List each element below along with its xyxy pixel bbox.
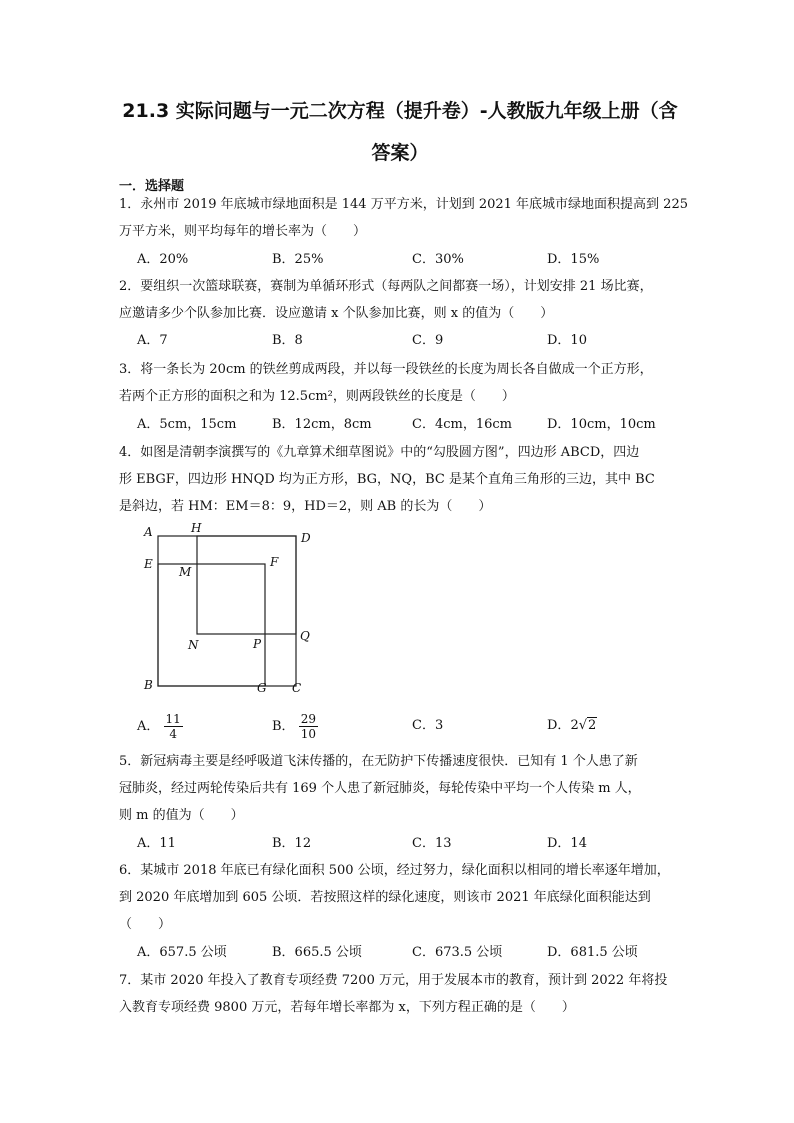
question-6-line-2: 到 2020 年底增加到 605 公顷．若按照这样的绿化速度，则该市 2021 年底绿化面积能达到 bbox=[119, 890, 651, 905]
square-hnqd bbox=[197, 536, 296, 634]
label-p: P bbox=[253, 637, 262, 651]
label-h: H bbox=[191, 521, 202, 535]
option-b: B．12cm，8cm bbox=[272, 417, 372, 432]
option-a: A．7 bbox=[137, 333, 168, 348]
question-5-options bbox=[137, 832, 697, 852]
label-e: E bbox=[144, 557, 153, 571]
square-ebgf bbox=[158, 564, 265, 686]
option-b: B．25% bbox=[272, 252, 324, 267]
option-b-label: B． bbox=[272, 719, 295, 734]
question-5-line-1: 5．新冠病毒主要是经呼吸道飞沫传播的，在无防护下传播速度很快．已知有 1 个人患了新 bbox=[119, 754, 638, 769]
question-4-line-2: 形 EBGF，四边形 HNQD 均为正方形，BG，NQ，BC 是某个直角三角形的三边，其中 BC bbox=[119, 472, 655, 487]
question-4-line-1: 4．如图是清朝李演撰写的《九章算术细草图说》中的“勾股圆方图”，四边形 ABCD，四边 bbox=[119, 445, 640, 460]
fraction-29-10 bbox=[299, 712, 318, 741]
option-d: D．681.5 公顷 bbox=[547, 945, 638, 960]
option-a bbox=[137, 712, 183, 741]
label-b: B bbox=[144, 678, 153, 692]
option-a: A．657.5 公顷 bbox=[137, 945, 227, 960]
option-a: A．20% bbox=[137, 252, 189, 267]
page-title-continued: 答案） bbox=[371, 142, 429, 164]
page-title: 21.3 实际问题与一元二次方程（提升卷）-人教版九年级上册（含 bbox=[122, 100, 678, 122]
option-c: C．3 bbox=[412, 718, 444, 733]
question-1-line-2: 万平方米，则平均每年的增长率为（ ） bbox=[119, 224, 367, 239]
label-g: G bbox=[257, 681, 267, 695]
question-2-line-1: 2．要组织一次篮球联赛，赛制为单循环形式（每两队之间都赛一场），计划安排 21 场比赛， bbox=[119, 279, 653, 294]
question-5-line-3: 则 m 的值为（ ） bbox=[119, 808, 244, 823]
label-q: Q bbox=[300, 629, 310, 643]
question-6-options bbox=[137, 941, 697, 961]
sqrt-icon: √ bbox=[578, 718, 588, 733]
option-d-label: D． bbox=[547, 718, 571, 733]
section-heading: 一．选择题 bbox=[119, 179, 185, 194]
fraction-denominator: 10 bbox=[300, 727, 316, 741]
label-f: F bbox=[270, 555, 279, 569]
question-2-options bbox=[137, 329, 697, 349]
option-a: A．11 bbox=[137, 836, 176, 851]
question-5-line-2: 冠肺炎，经过两轮传染后共有 169 个人患了新冠肺炎，每轮传染中平均一个人传染 m 人， bbox=[119, 781, 641, 796]
option-d: D．10 bbox=[547, 333, 587, 348]
question-3-line-2: 若两个正方形的面积之和为 12.5cm²，则两段铁丝的长度是（ ） bbox=[119, 389, 515, 404]
question-7-line-1: 7．某市 2020 年投入了教育专项经费 7200 万元，用于发展本市的教育，预计到 2022 年将投 bbox=[119, 973, 668, 988]
fraction-denominator: 4 bbox=[169, 727, 177, 741]
gougu-square-diagram bbox=[140, 520, 320, 698]
question-3-options bbox=[137, 413, 697, 433]
option-c: C．673.5 公顷 bbox=[412, 945, 503, 960]
option-b: B．12 bbox=[272, 836, 312, 851]
radicand: 2 bbox=[588, 718, 597, 733]
diagram-svg bbox=[140, 520, 320, 698]
option-a-label: A． bbox=[137, 719, 160, 734]
question-1-options bbox=[137, 248, 697, 268]
question-4-line-3: 是斜边，若 HM：EM＝8：9，HD＝2，则 AB 的长为（ ） bbox=[119, 499, 492, 514]
label-m: M bbox=[179, 565, 192, 579]
question-6-line-1: 6．某城市 2018 年底已有绿化面积 500 公顷，经过努力，绿化面积以相同的增长率逐年增加， bbox=[119, 863, 670, 878]
label-d: D bbox=[301, 531, 311, 545]
question-3-line-1: 3．将一条长为 20cm 的铁丝剪成两段，并以每一段铁丝的长度为周长各自做成一个正方形， bbox=[119, 362, 653, 377]
option-b: B．665.5 公顷 bbox=[272, 945, 362, 960]
option-c: C．13 bbox=[412, 836, 452, 851]
option-c: C．30% bbox=[412, 252, 464, 267]
label-c: C bbox=[292, 681, 302, 695]
option-b: B．8 bbox=[272, 333, 303, 348]
question-6-line-3: （ ） bbox=[119, 917, 172, 932]
label-n: N bbox=[188, 638, 199, 652]
option-d: D．14 bbox=[547, 836, 587, 851]
option-c: C．4cm，16cm bbox=[412, 417, 512, 432]
option-d: D．10cm，10cm bbox=[547, 417, 656, 432]
option-a: A．5cm，15cm bbox=[137, 417, 237, 432]
option-b bbox=[272, 712, 318, 741]
option-c: C．9 bbox=[412, 333, 444, 348]
question-1-line-1: 1．永州市 2019 年底城市绿地面积是 144 万平方米，计划到 2021 年底城市绿地面积提高到 225 bbox=[119, 197, 688, 212]
option-d bbox=[547, 714, 597, 733]
question-4-options bbox=[137, 706, 697, 740]
fraction-numerator: 29 bbox=[300, 712, 316, 726]
question-7-line-2: 入教育专项经费 9800 万元，若每年增长率都为 x，下列方程正确的是（ ） bbox=[119, 1000, 575, 1015]
question-2-line-2: 应邀请多少个队参加比赛．设应邀请 x 个队参加比赛，则 x 的值为（ ） bbox=[119, 306, 554, 321]
radical-coefficient: 2 bbox=[570, 718, 579, 733]
fraction-11-4 bbox=[164, 712, 183, 741]
option-d: D．15% bbox=[547, 252, 600, 267]
fraction-numerator: 11 bbox=[165, 712, 181, 726]
label-a: A bbox=[144, 525, 153, 539]
